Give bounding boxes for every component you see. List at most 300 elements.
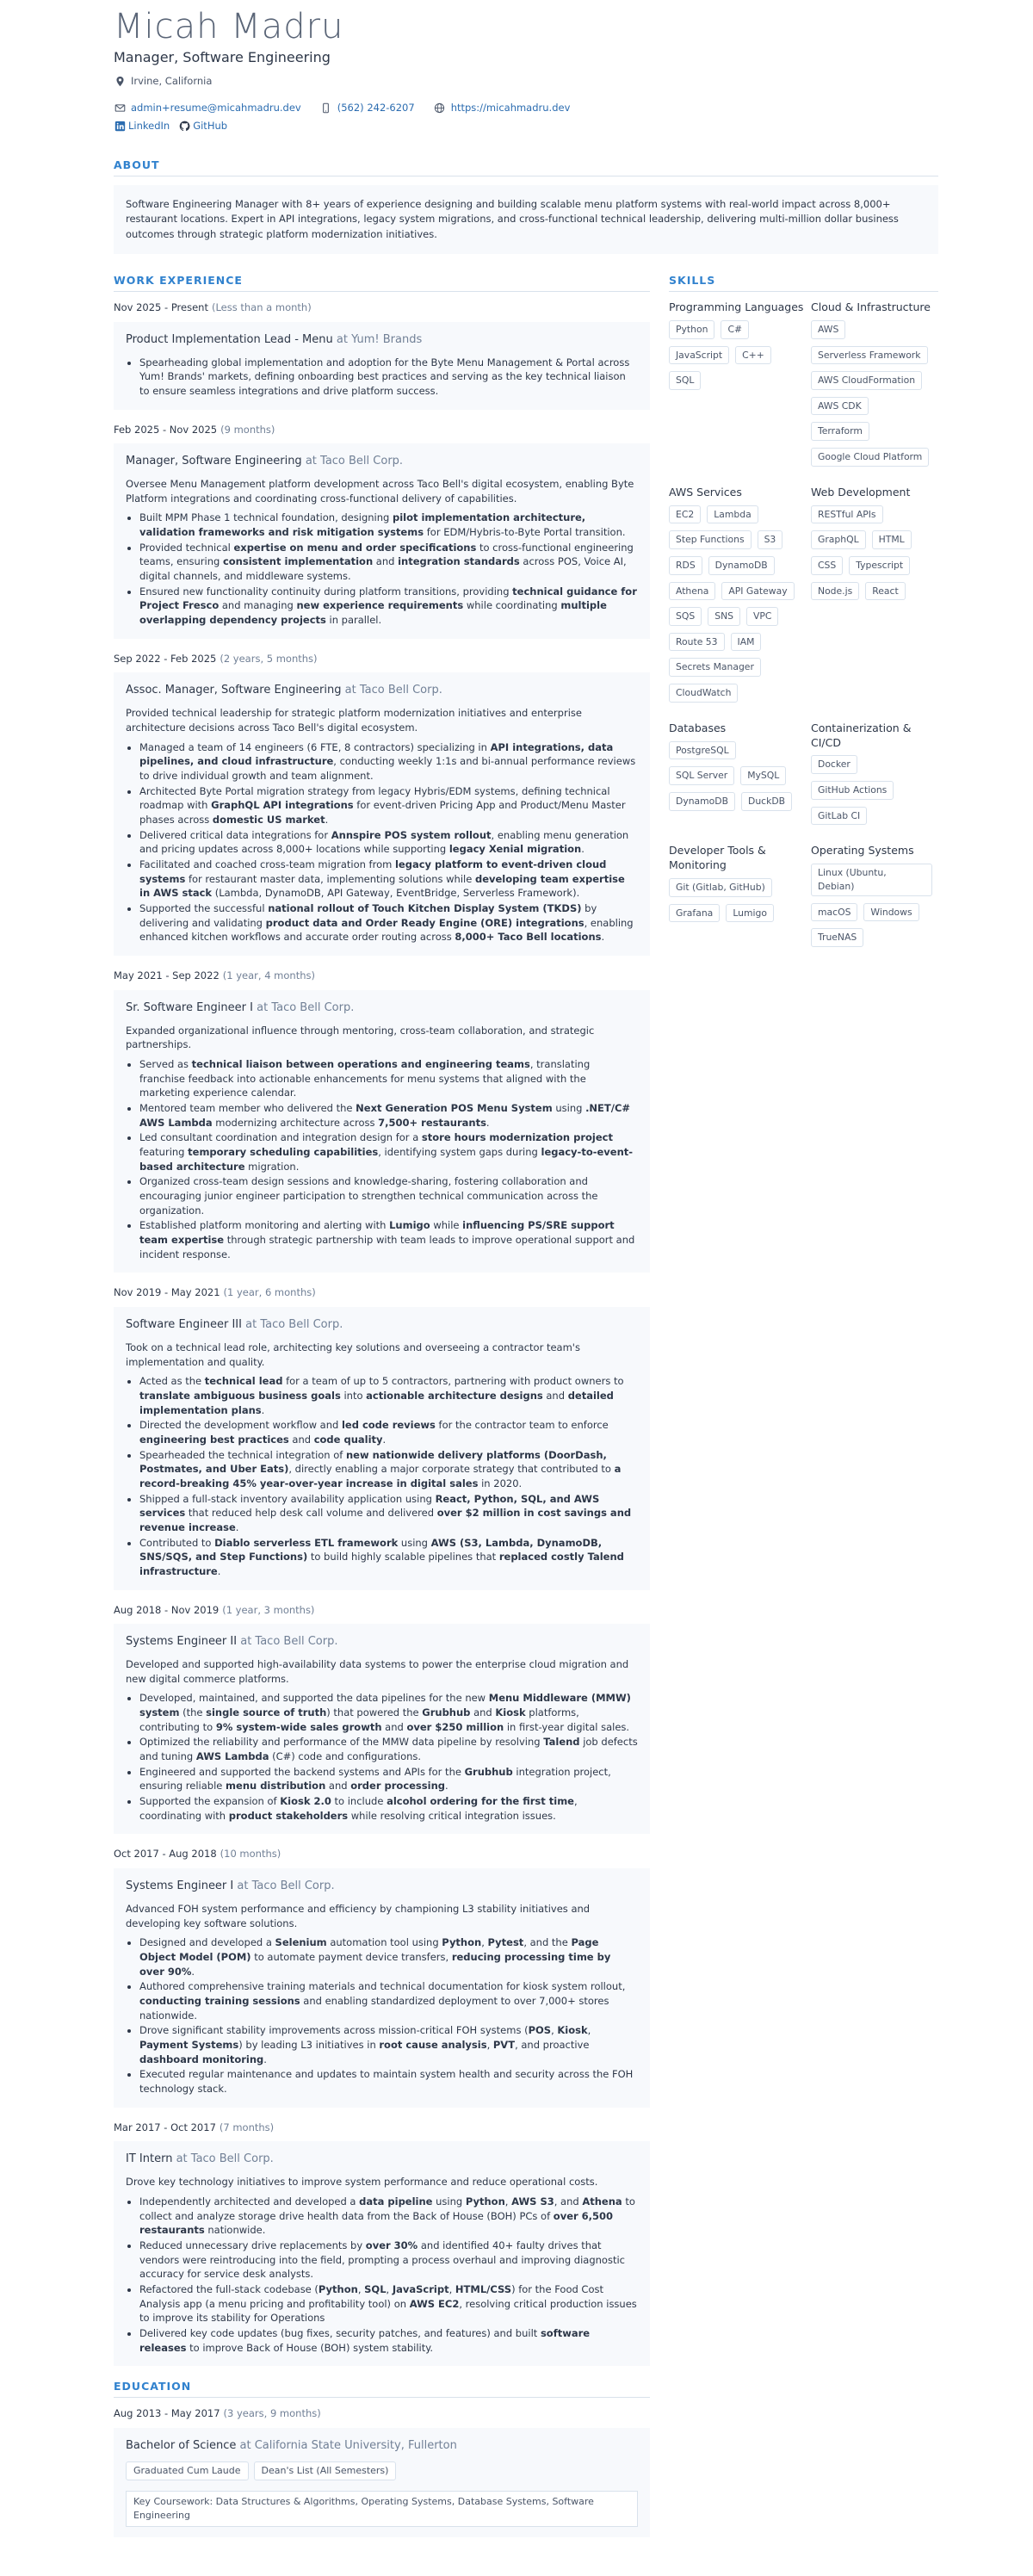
skill-tag: Windows (863, 903, 919, 922)
education-heading: EDUCATION (114, 2379, 650, 2398)
job-dates (114, 423, 650, 437)
job-bullet (139, 356, 638, 399)
highlight-text: multiple overlapping dependency projects (139, 599, 607, 627)
skill-tag: Secrets Manager (669, 658, 761, 677)
job-bullet (139, 1691, 638, 1734)
bullet-text: Ensured new functionality continuity during platform transitions, providing (139, 585, 513, 598)
bullet-text: . (191, 1965, 195, 1978)
job-bullet (139, 2067, 638, 2096)
bullet-text: while coordinating (463, 599, 561, 612)
bullet-text: into (340, 1389, 367, 1402)
job-bullet (139, 541, 638, 584)
email[interactable] (114, 101, 301, 115)
highlight-text: Kiosk (557, 2024, 588, 2037)
honor-badge: Dean's List (All Semesters) (254, 2461, 397, 2480)
github[interactable] (178, 119, 227, 133)
bullet-text: Facilitated and coached cross-team migration from (139, 858, 395, 871)
skill-tag: Grafana (669, 904, 720, 923)
bullet-text: Provided technical (139, 541, 234, 554)
header (114, 5, 938, 133)
bullet-text: , (386, 2282, 393, 2295)
bullet-text: Led consultant coordination and integration design for a (139, 1131, 422, 1144)
highlight-text: POS (528, 2024, 552, 2037)
bullet-text: using (552, 1101, 586, 1114)
highlight-text: developing team expertise in AWS stack (139, 872, 625, 900)
bullet-text: , identifying system gaps during (378, 1145, 541, 1158)
bullet-text: , and proactive (515, 2039, 590, 2052)
bullet-text: and identified 40+ faulty drives that vendors were reintroducing into the field, prompting a process overhaul and improving diagnostic accuracy for service desk analysts. (139, 2239, 625, 2281)
bullet-text: , and the (523, 1936, 572, 1949)
contact-row (114, 101, 938, 115)
bullet-text: . (263, 2053, 267, 2065)
bullet-text: Designed and developed a (139, 1936, 275, 1949)
highlight-text: API integrations, data pipelines, and cloud infrastructure (139, 740, 614, 768)
highlight-text: reducing processing time by over 90% (139, 1951, 611, 1978)
job-bullets (126, 1374, 638, 1578)
job-duration: (Less than a month) (211, 301, 312, 314)
highlight-text: product data and Order Ready Engine (ORE) integrations (265, 916, 585, 929)
highlight-text: menu distribution (226, 1780, 326, 1793)
job-dates (114, 1285, 650, 1300)
highlight-text: detailed implementation plans (139, 1389, 614, 1416)
highlight-text: Grubhub (422, 1706, 471, 1719)
skill-group-title: AWS Services (669, 485, 742, 498)
job-company: at Taco Bell Corp. (240, 1635, 338, 1649)
job-bullet (139, 1935, 638, 1978)
job-company: at Taco Bell Corp. (257, 1000, 355, 1014)
skill-group-title: Operating Systems (811, 844, 914, 858)
bullet-text: , (448, 2282, 455, 2295)
location (114, 74, 212, 89)
github-link[interactable]: GitHub (193, 120, 228, 133)
job-entry (114, 1285, 650, 1589)
highlight-text: AWS Lambda (195, 1750, 269, 1763)
job-bullet (139, 1101, 638, 1130)
highlight-text: Kiosk (495, 1706, 526, 1719)
highlight-text: HTML/CSS (455, 2282, 512, 2295)
job-company: at Taco Bell Corp. (245, 1317, 343, 1331)
job-description: Expanded organizational influence through mentoring, cross-team collaboration, and strategic partnerships. (126, 1024, 595, 1051)
education-dates (114, 2406, 650, 2421)
highlight-text: Annspire POS system rollout (331, 828, 492, 841)
candidate-title: Manager, Software Engineering (114, 49, 331, 65)
bullet-text: for restaurant master data, implementing solutions while (185, 872, 475, 885)
highlight-text: Selenium (275, 1936, 327, 1949)
location-row (114, 74, 938, 89)
job-box (114, 1624, 650, 1834)
bullet-text: Supported the successful (139, 902, 269, 915)
skill-tags (669, 741, 811, 818)
job-bullets (126, 356, 638, 399)
skill-tag: PostgreSQL (669, 741, 736, 760)
skill-tag: Linux (Ubuntu, Debian) (811, 864, 932, 895)
bullet-text: to build highly scalable pipelines that (307, 1551, 499, 1564)
bullet-text: , conducting weekly 1:1s and bi-annual performance reviews to drive individual growth and team alignment. (139, 755, 636, 782)
skill-group-title: Databases (669, 721, 727, 734)
bullet-text: nationwide. (204, 2224, 266, 2237)
job-description: Advanced FOH system performance and efficiency by championing L3 stability initiatives and developing key software solutions. (126, 1903, 591, 1929)
bullet-text: automation tool using (326, 1936, 442, 1949)
candidate-name: Micah Madru (114, 7, 344, 46)
bullet-text: in first-year digital sales. (504, 1720, 630, 1733)
bullet-text: in parallel. (325, 614, 382, 627)
highlight-text: a record-breaking 45% year-over-year increase in digital sales (139, 1463, 622, 1489)
highlight-text: Grubhub (464, 1765, 513, 1778)
job-box (114, 2141, 650, 2366)
highlight-text: Diablo serverless ETL framework (214, 1536, 399, 1549)
skill-tag: C# (721, 320, 749, 339)
skill-group (669, 844, 811, 953)
school: at California State University, Fullerton (239, 2439, 457, 2453)
highlight-text: over 30% (365, 2239, 418, 2251)
social-row (114, 119, 938, 133)
job-bullet (139, 1536, 638, 1579)
job-bullet (139, 1374, 638, 1417)
skill-tag: Route 53 (669, 633, 725, 652)
bullet-text: ) for the Food Cost Analysis app (a menu pricing and profitability tool) on (139, 2282, 603, 2310)
job-bullet (139, 2282, 638, 2325)
job-bullet (139, 1765, 638, 1793)
highlight-text: Python (465, 2195, 505, 2208)
bullet-text: using (432, 2195, 466, 2208)
job-bullets (126, 1057, 638, 1261)
job-dates (114, 300, 650, 315)
job-dates (114, 652, 650, 666)
bullet-text: Developed, maintained, and supported the data pipelines for the new (139, 1692, 489, 1705)
bullet-text: to automate payment device transfers, (251, 1951, 452, 1964)
job-duration: (7 months) (219, 2121, 275, 2133)
job-role: Systems Engineer II (126, 1635, 238, 1649)
job-bullet (139, 1418, 638, 1446)
bullet-text: . (601, 931, 605, 944)
skill-group (669, 721, 811, 833)
education-date-range: Aug 2013 - May 2017 (114, 2407, 220, 2420)
highlight-text: SQL (364, 2282, 387, 2295)
bullet-text: and (381, 1720, 407, 1733)
highlight-text: legacy platform to event-driven cloud systems (139, 858, 607, 885)
skill-tag: Typescript (849, 556, 910, 575)
bullet-text: and (325, 1780, 351, 1793)
skill-tags (669, 505, 811, 709)
bullet-text: . (581, 843, 585, 856)
highlight-text: expertise on menu and order specifications (233, 541, 477, 554)
job-role: Product Implementation Lead - Menu (126, 332, 333, 346)
skill-tags (669, 878, 811, 929)
job-duration: (1 year, 6 months) (223, 1286, 316, 1299)
bullet-text: Independently architected and developed a (139, 2195, 360, 2208)
bullet-text: while (430, 1219, 463, 1232)
bullet-text: to include (331, 1795, 387, 1808)
job-role: Systems Engineer I (126, 1879, 234, 1893)
highlight-text: integration standards (398, 555, 520, 568)
bullet-text: to cross-functional engineering teams, ensuring (139, 541, 634, 568)
website[interactable] (434, 101, 571, 115)
phone[interactable] (320, 101, 415, 115)
website-link[interactable]: https://micahmadru.dev (450, 101, 571, 114)
skill-tag: Docker (811, 755, 857, 774)
skill-tag: SNS (708, 607, 740, 626)
skill-tag: macOS (811, 903, 857, 922)
highlight-text: consistent implementation (222, 555, 374, 568)
job-bullet (139, 828, 638, 857)
highlight-text: React, Python, SQL, and AWS services (139, 1492, 600, 1520)
skill-tag: GitHub Actions (811, 781, 894, 800)
skill-group (811, 300, 938, 474)
skill-tag: HTML (872, 530, 912, 549)
skill-tag: IAM (731, 633, 762, 652)
bullet-text: Contributed to (139, 1536, 215, 1549)
skill-group-title: Web Development (811, 485, 911, 498)
bullet-text: , directly enabling a major corporate strategy that contributed to (288, 1463, 615, 1476)
envelope-icon (114, 102, 126, 114)
job-title (126, 454, 638, 470)
job-date-range: Sep 2022 - Feb 2025 (114, 652, 217, 665)
bullet-text: Managed a team of 14 engineers (6 FTE, 8 contractors) specializing in (139, 740, 491, 753)
skill-tag: MySQL (740, 766, 786, 785)
skill-tag: SQS (669, 607, 702, 626)
skill-tag: DynamoDB (708, 556, 775, 575)
bullet-text: integration project, ensuring reliable (139, 1765, 611, 1793)
bullet-text: through strategic partnership with team leads to improve operational support and incident response. (139, 1233, 635, 1260)
job-bullets (126, 2195, 638, 2355)
highlight-text: Pytest (487, 1936, 524, 1949)
job-box (114, 322, 650, 410)
highlight-text: domestic US market (212, 814, 325, 826)
job-box (114, 672, 650, 956)
bullet-text: using (398, 1536, 431, 1549)
skill-group-title: Programming Languages (669, 300, 804, 314)
bullet-text: for EDM/Hybris-to-Byte Portal transition. (424, 526, 626, 539)
skill-tag: JavaScript (669, 346, 729, 365)
highlight-text: 9% system-wide sales growth (215, 1720, 382, 1733)
bullet-text: , (357, 2282, 365, 2295)
highlight-text: technical liaison between operations and engineering teams (191, 1057, 530, 1070)
skill-group (669, 486, 811, 709)
skill-tag: React (865, 582, 905, 601)
bullet-text: (Lambda, DynamoDB, API Gateway, EventBridge, Serverless Framework). (212, 887, 580, 900)
bullet-text: across POS, Voice AI, digital channels, and middleware systems. (139, 555, 627, 583)
bullet-text: . (325, 814, 329, 826)
highlight-text: led code reviews (341, 1419, 436, 1432)
job-bullet (139, 1174, 638, 1217)
job-entry (114, 969, 650, 1273)
skill-tag: TrueNAS (811, 928, 863, 947)
bullet-text: for a team of up to 5 contractors, partnering with product owners to (282, 1375, 624, 1388)
bullet-text: . (235, 1520, 239, 1533)
job-box (114, 990, 650, 1273)
bullet-text: to collect and analyze storage drive health data from the Back of House (BOH) PCs of (139, 2195, 635, 2222)
bullet-text: and (470, 1706, 496, 1719)
about-heading: ABOUT (114, 158, 938, 176)
bullet-text: . (217, 1564, 221, 1577)
highlight-text: AWS EC2 (409, 2297, 460, 2310)
highlight-text: new experience requirements (296, 599, 464, 612)
job-date-range: Oct 2017 - Aug 2018 (114, 1848, 217, 1861)
job-title (126, 683, 638, 699)
job-company: at Taco Bell Corp. (305, 455, 404, 468)
bullet-text: , (486, 2039, 493, 2052)
highlight-text: Kiosk 2.0 (280, 1795, 331, 1808)
phone-link[interactable]: (562) 242-6207 (337, 101, 415, 114)
job-description: Provided technical leadership for strategic platform modernization initiatives and enterprise architecture decisions across Taco Bell's digital ecosystem. (126, 707, 582, 734)
education-entry (114, 2406, 650, 2536)
skill-tag: RESTful APIs (811, 505, 883, 524)
highlight-text: alcohol ordering for the first time (387, 1795, 574, 1808)
honor-badge: Graduated Cum Laude (126, 2461, 249, 2480)
bullet-text: , resolving critical production issues to improve its stability for Operations (139, 2297, 637, 2325)
bullet-text: ) by leading L3 initiatives in (238, 2039, 380, 2052)
job-bullet (139, 585, 638, 628)
highlight-text: technical lead (204, 1375, 283, 1388)
bullet-text: Shipped a full-stack inventory availability application using (139, 1492, 436, 1505)
bullet-text: to improve Back of House (BOH) system stability. (186, 2341, 434, 2354)
highlight-text: legacy-to-event-based architecture (139, 1145, 634, 1173)
bullet-text: Directed the development workflow and (139, 1419, 342, 1432)
highlight-text: 8,000+ Taco Bell locations (455, 931, 602, 944)
highlight-text: engineering best practices (139, 1433, 289, 1446)
highlight-text: Page Object Model (POM) (139, 1936, 599, 1964)
highlight-text: pilot implementation architecture, validation frameworks and risk mitigation systems (139, 511, 586, 539)
job-company: at Taco Bell Corp. (176, 2152, 274, 2166)
skill-tags (669, 320, 811, 397)
skill-tags (811, 320, 938, 474)
job-box (114, 443, 650, 639)
skill-tag: SQL (669, 371, 701, 390)
skills-heading: SKILLS (669, 273, 938, 292)
job-duration: (2 years, 5 months) (220, 652, 318, 665)
bullet-text: Authored comprehensive training materials and technical documentation for kiosk system rollout, (139, 1980, 626, 1993)
job-dates (114, 1847, 650, 1861)
email-link[interactable]: admin+resume@micahmadru.dev (131, 101, 301, 114)
bullet-text: Acted as the (139, 1375, 205, 1388)
highlight-text: legacy Xenial migration (448, 843, 582, 856)
highlight-text: Python (442, 1936, 482, 1949)
highlight-text: code quality (313, 1433, 383, 1446)
education-badges (126, 2461, 638, 2486)
job-bullet (139, 2239, 638, 2282)
job-duration: (1 year, 4 months) (222, 969, 315, 982)
highlight-text: translate ambiguous business goals (139, 1389, 341, 1402)
bullet-text: . (486, 1116, 490, 1129)
job-duration: (9 months) (220, 423, 275, 436)
skill-group (811, 721, 938, 833)
skill-tag: Serverless Framework (811, 346, 928, 365)
bullet-text: , (481, 1936, 488, 1949)
skill-tag: Lumigo (726, 904, 774, 923)
bullet-text: and (542, 1389, 568, 1402)
job-title (126, 1634, 638, 1650)
bullet-text: , coordinating with (139, 1795, 578, 1822)
bullet-text: Spearheaded the technical integration of (139, 1448, 346, 1461)
bullet-text: Drove significant stability improvements across mission-critical FOH systems ( (139, 2024, 529, 2037)
linkedin[interactable] (114, 119, 170, 133)
skill-tag: GraphQL (811, 530, 866, 549)
bullet-text: migration. (244, 1160, 300, 1173)
job-box (114, 1307, 650, 1590)
highlight-text: new nationwide delivery platforms (DoorDash, Postmates, and Uber Eats) (139, 1448, 607, 1476)
bullet-text: and managing (219, 599, 297, 612)
skill-tag: AWS CloudFormation (811, 371, 922, 390)
skill-tag: Lambda (707, 505, 758, 524)
skill-tag: VPC (746, 607, 778, 626)
job-role: Assoc. Manager, Software Engineering (126, 684, 342, 697)
highlight-text: data pipeline (359, 2195, 433, 2208)
job-entry (114, 1603, 650, 1835)
highlight-text: Payment Systems (139, 2039, 239, 2052)
highlight-text: Next Generation POS Menu System (356, 1101, 553, 1114)
skill-tag: DynamoDB (669, 792, 735, 811)
highlight-text: technical guidance for Project Fresco (139, 585, 637, 612)
about-text: Software Engineering Manager with 8+ years of experience designing and building scalable menu platform systems with real-world impact across 8,000+ restaurant locations. Expert in API integrations, legacy system migrations, and cross-functional technical leadership, delivering multi-million dollar business outcomes through strategic platform modernization initiatives. (114, 185, 938, 254)
education-duration: (3 years, 9 months) (223, 2407, 321, 2420)
highlight-text: software releases (139, 2326, 591, 2354)
job-description: Took on a technical lead role, architecting key solutions and overseeing a contractor team's implementation and quality. (126, 1341, 580, 1368)
job-title (126, 332, 638, 349)
bullet-text: job defects and tuning (139, 1736, 638, 1763)
skill-tag: Google Cloud Platform (811, 448, 929, 467)
highlight-text: 7,500+ restaurants (378, 1116, 486, 1129)
job-duration: (10 months) (220, 1848, 281, 1861)
highlight-text: national rollout of Touch Kitchen Display System (TKDS) (268, 902, 582, 915)
job-date-range: May 2021 - Sep 2022 (114, 969, 220, 982)
job-dates (114, 969, 650, 983)
linkedin-link[interactable]: LinkedIn (128, 120, 170, 133)
job-role: Sr. Software Engineer I (126, 1000, 253, 1014)
skill-tag: DuckDB (741, 792, 792, 811)
bullet-text: Built MPM Phase 1 technical foundation, designing (139, 511, 393, 524)
bullet-text: (C#) code and configurations. (269, 1750, 422, 1763)
job-bullets (126, 740, 638, 944)
job-role: Manager, Software Engineering (126, 455, 302, 468)
bullet-text: Architected Byte Portal migration strategy from legacy Hybris/EDM systems, defining technical roadmap with (139, 784, 610, 812)
highlight-text: root cause analysis (379, 2039, 487, 2052)
bullet-text: Supported the expansion of (139, 1795, 281, 1808)
bullet-text: and (288, 1433, 314, 1446)
job-dates (114, 1603, 650, 1618)
highlight-text: conducting training sessions (139, 1995, 300, 2008)
highlight-text: product stakeholders (228, 1809, 349, 1822)
skill-tag: Step Functions (669, 530, 752, 549)
job-bullet (139, 1057, 638, 1100)
skill-tag: Athena (669, 582, 715, 601)
bullet-text: ) that powered the (326, 1706, 423, 1719)
bullet-text: . (382, 1433, 387, 1446)
highlight-text: Talend (543, 1736, 580, 1749)
job-entry (114, 1847, 650, 2107)
bullet-text: Organized cross-team design sessions and knowledge-sharing, fostering collaboration and encouraging junior engineer participation to strengthen technical communication across the organization. (139, 1175, 598, 1217)
bullet-text: for event-driven Pricing App and Product/Menu Master phases across (139, 799, 626, 826)
skill-tag: Python (669, 320, 714, 339)
bullet-text: , and (554, 2195, 583, 2208)
bullet-text: Executed regular maintenance and updates to maintain system health and security across the FOH technology stack. (139, 2068, 634, 2096)
skill-tag: C++ (735, 346, 771, 365)
bullet-text: Refactored the full-stack codebase ( (139, 2282, 319, 2295)
bullet-text: by delivering and validating (139, 902, 597, 929)
highlight-text: actionable architecture designs (366, 1389, 543, 1402)
highlight-text: over 6,500 restaurants (139, 2209, 614, 2237)
bullet-text: Delivered critical data integrations for (139, 828, 331, 841)
bullet-text: featuring (139, 1145, 189, 1158)
skill-tags (811, 864, 938, 954)
job-role: IT Intern (126, 2152, 173, 2166)
skills-grid (669, 300, 938, 954)
job-description: Developed and supported high-availability data systems to power the enterprise cloud migration and new digital commerce platforms. (126, 1658, 629, 1685)
bullet-text: and enabling standardized deployment to over 7,000+ stores nationwide. (139, 1995, 609, 2022)
skill-tag: Git (Gitlab, GitHub) (669, 878, 772, 897)
main-columns (114, 254, 938, 2550)
job-bullet (139, 1492, 638, 1535)
highlight-text: influencing PS/SRE support team expertise (139, 1219, 615, 1246)
